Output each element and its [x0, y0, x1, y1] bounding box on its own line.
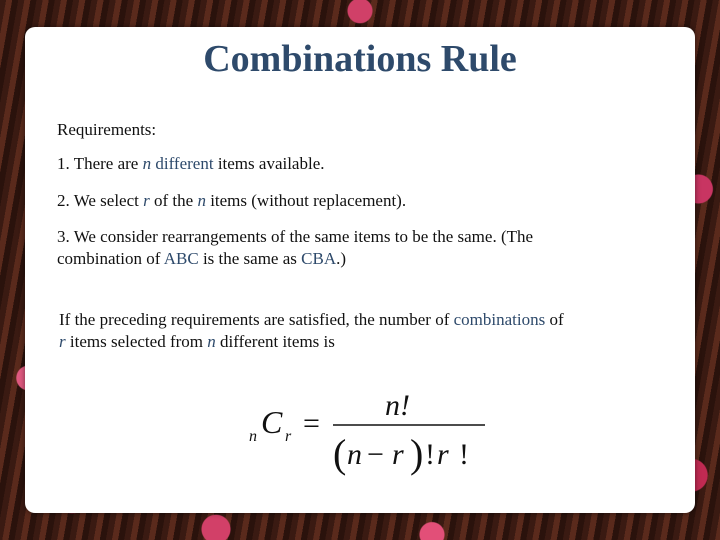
requirements-label: Requirements: — [57, 120, 157, 139]
req3-line2 — [57, 248, 657, 270]
combinations-formula — [247, 389, 487, 479]
conclusion-prefix: If the preceding requirements are satisfied, the number of — [59, 310, 454, 329]
formula-den-close: ) — [410, 431, 424, 476]
req2-suffix: items (without replacement). — [205, 191, 407, 210]
formula-r-subscript: r — [285, 428, 292, 445]
formula-den-minus: − — [367, 438, 384, 471]
conclusion-of: of — [545, 310, 564, 329]
formula-n-subscript: n — [249, 428, 257, 445]
formula-den-bang2: ! — [459, 438, 469, 471]
conclusion-mid: items selected from — [65, 332, 208, 351]
formula-c: C — [261, 404, 283, 440]
req2-mid: of the — [149, 191, 198, 210]
req3-suffix: .) — [336, 249, 347, 268]
conclusion-line1 — [59, 309, 669, 331]
formula-equals: = — [303, 407, 320, 440]
formula-numerator: n! — [385, 389, 410, 422]
formula-den-open: ( — [333, 431, 347, 476]
formula-den-r2: r — [437, 438, 449, 471]
req1-prefix: 1. There are — [57, 154, 143, 173]
conclusion-line2 — [59, 331, 669, 353]
req2-n: n — [197, 191, 206, 210]
req3-abc: ABC — [163, 249, 199, 268]
conclusion-combinations: combinations — [453, 310, 546, 329]
req3-prefix: combination of — [57, 249, 164, 268]
req1-n: n — [142, 154, 152, 173]
requirement-1 — [57, 153, 325, 175]
requirement-2 — [57, 190, 406, 212]
conclusion-text — [59, 309, 669, 353]
formula-den-n: n — [347, 438, 362, 471]
slide-card — [25, 27, 695, 513]
conclusion-suffix: different items is — [215, 332, 335, 351]
req1-different: different — [151, 154, 214, 173]
req3-line1: 3. We consider rearrangements of the same items to be the same. (The — [57, 227, 534, 246]
req3-cba: CBA — [301, 249, 337, 268]
formula-den-r: r — [392, 438, 404, 471]
req2-r: r — [143, 191, 150, 210]
conclusion-r: r — [59, 332, 66, 351]
requirement-3 — [57, 226, 657, 270]
req2-prefix: 2. We select — [57, 191, 144, 210]
slide-title: Combinations Rule — [203, 38, 517, 80]
formula-den-bang: ! — [425, 438, 435, 471]
conclusion-n: n — [207, 332, 216, 351]
req1-suffix: items available. — [213, 154, 325, 173]
req3-mid: is the same as — [198, 249, 302, 268]
